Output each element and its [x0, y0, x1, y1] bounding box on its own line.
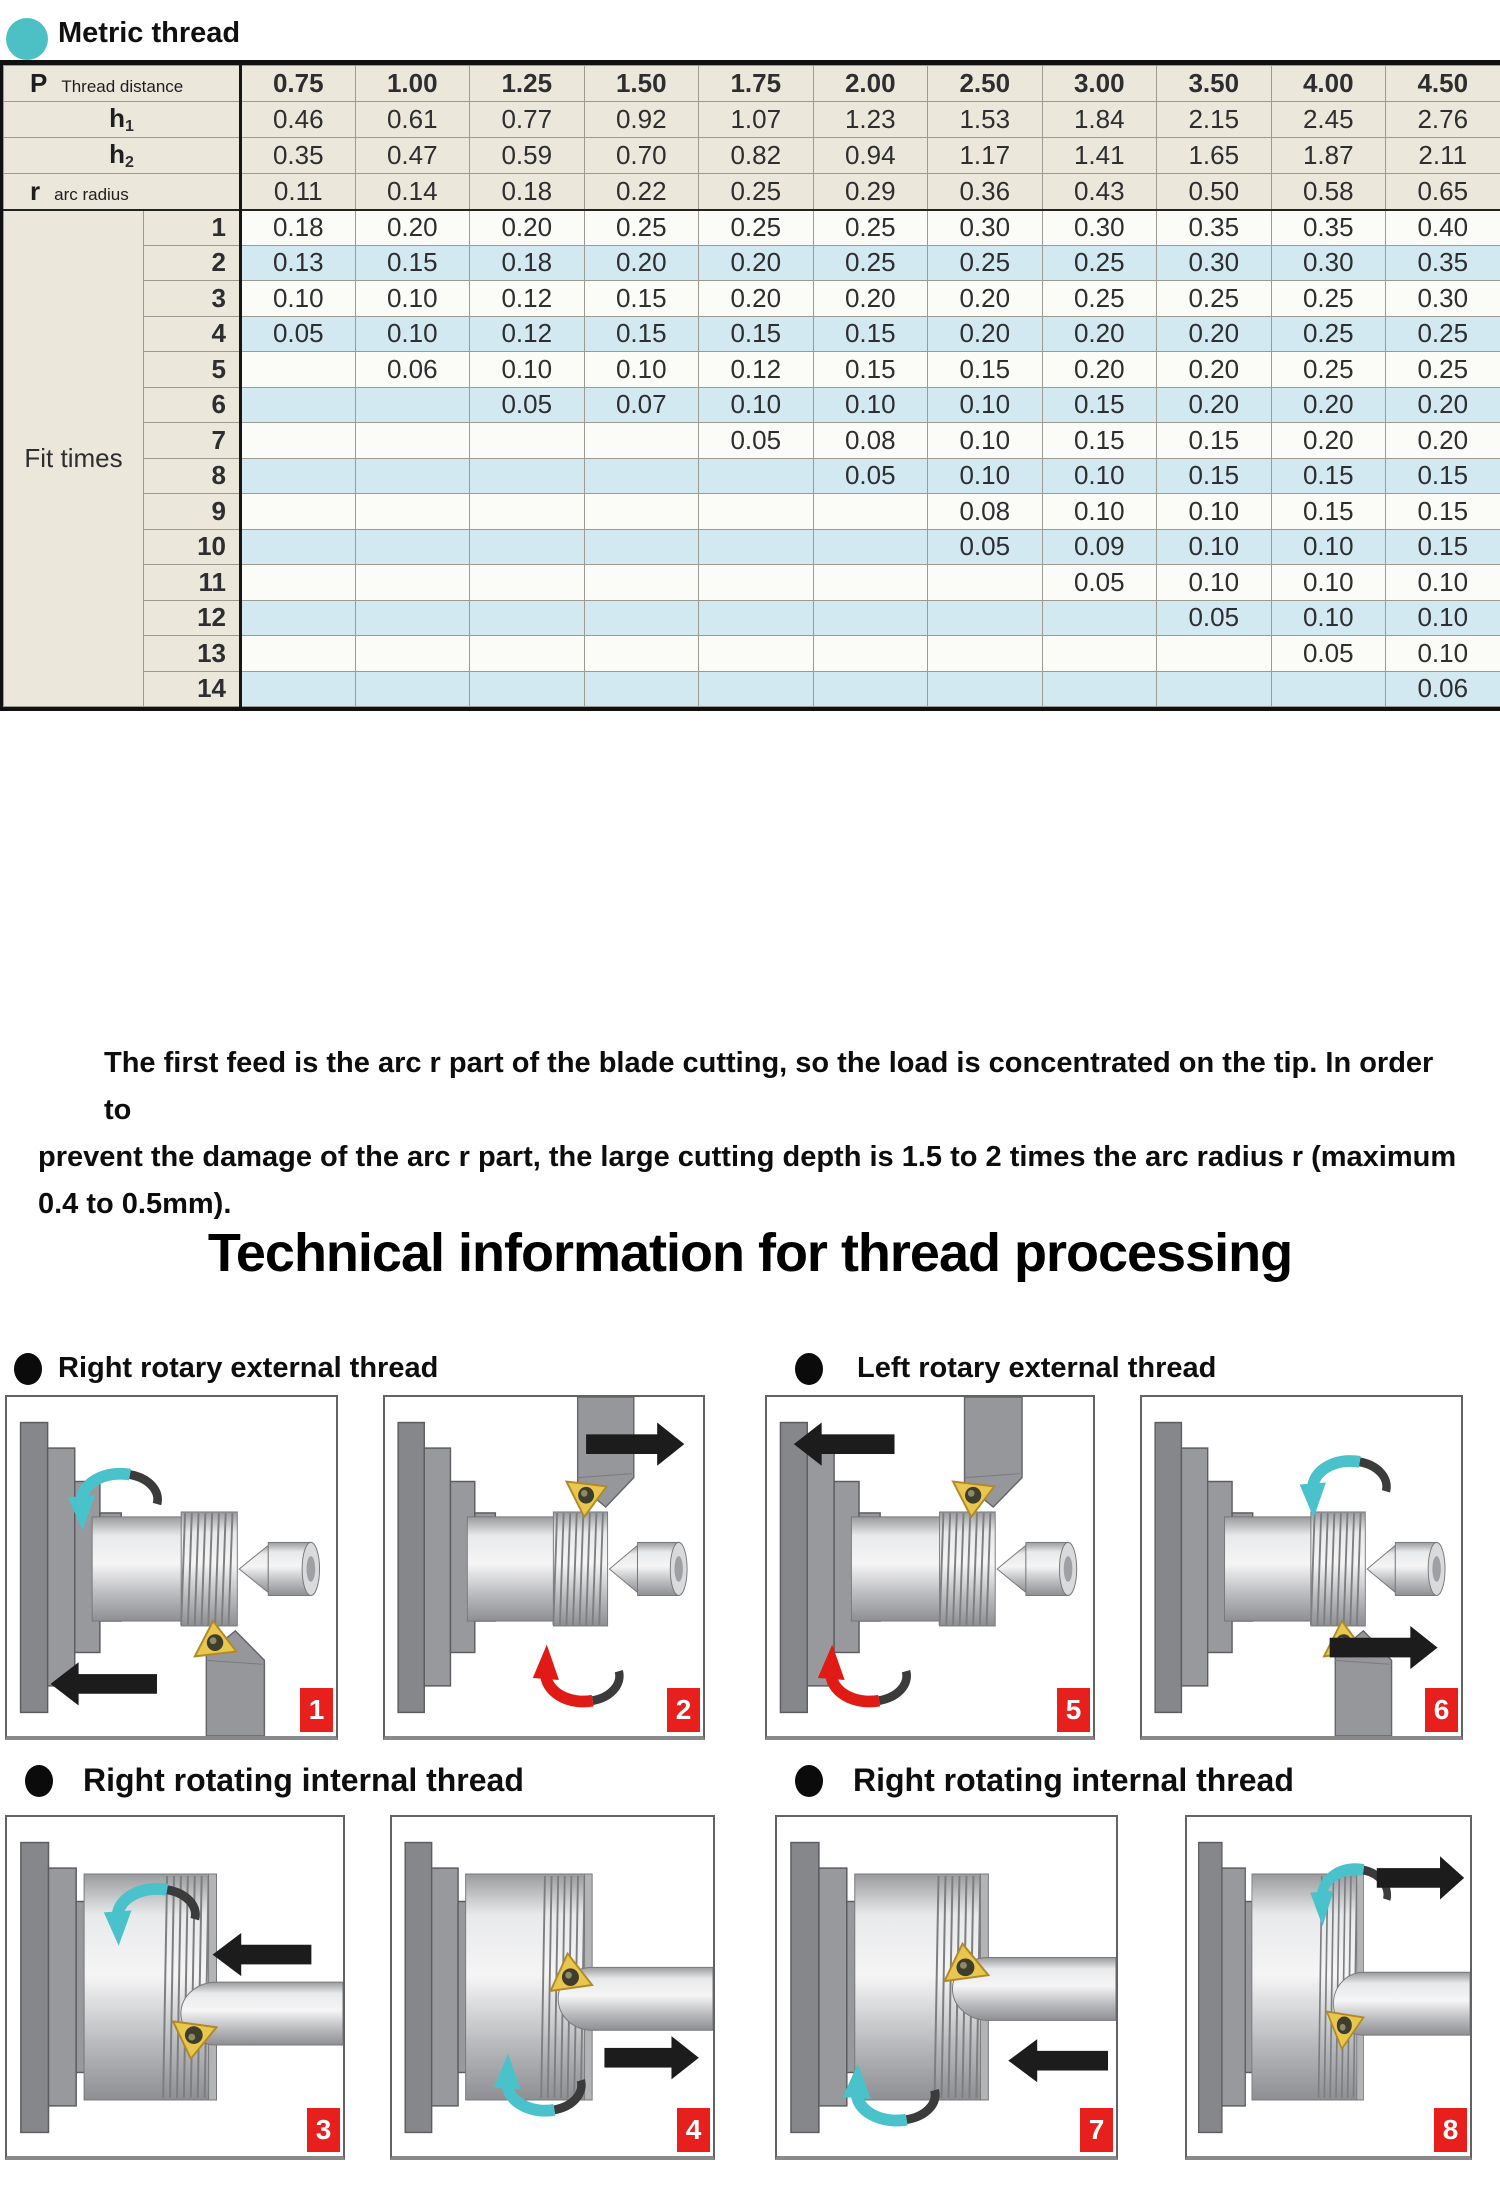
cell	[470, 458, 585, 494]
panel-badge: 3	[307, 2108, 340, 2152]
cell	[355, 494, 470, 530]
cell: 0.10	[1042, 458, 1157, 494]
cell: 0.77	[470, 102, 585, 138]
cell: 1.53	[928, 102, 1043, 138]
cell: 0.25	[928, 245, 1043, 281]
lathe-diagram	[767, 1397, 1093, 1736]
feed-arrow-icon	[213, 1933, 312, 1976]
cell: 0.15	[1386, 529, 1500, 565]
cell: 0.05	[699, 423, 814, 459]
cell: 0.20	[1386, 423, 1500, 459]
table-row	[4, 423, 1500, 459]
cell	[584, 458, 699, 494]
cell: 0.06	[355, 352, 470, 388]
cell: 0.25	[813, 245, 928, 281]
cell: 0.43	[1042, 174, 1157, 210]
cell: 0.08	[813, 423, 928, 459]
workpiece-shape	[851, 1512, 1076, 1626]
panel-badge: 7	[1080, 2108, 1113, 2152]
cell	[584, 636, 699, 672]
workpiece-shape	[92, 1512, 319, 1626]
table-row	[4, 102, 1500, 138]
cell: 0.15	[1157, 458, 1272, 494]
cell: 0.25	[1386, 316, 1500, 352]
cell: 0.15	[1386, 494, 1500, 530]
section-header-right-rotary-external	[14, 1352, 438, 1385]
cell: 2.50	[928, 66, 1043, 102]
table-row	[4, 671, 1500, 707]
fit-row-number: 10	[144, 529, 241, 565]
bullet-icon	[14, 1353, 42, 1385]
cell: 4.00	[1271, 66, 1386, 102]
cell: 0.10	[1157, 494, 1272, 530]
cell: 0.05	[1042, 565, 1157, 601]
cell: 0.10	[1386, 636, 1500, 672]
cell: 0.10	[355, 281, 470, 317]
cell: 0.70	[584, 138, 699, 174]
cell: 0.20	[699, 281, 814, 317]
row-label: h2	[4, 138, 241, 174]
cell	[1042, 636, 1157, 672]
cell: 0.13	[241, 245, 356, 281]
cell: 1.65	[1157, 138, 1272, 174]
fit-row-number: 2	[144, 245, 241, 281]
cell	[1157, 636, 1272, 672]
cell: 0.18	[241, 210, 356, 246]
cell: 0.35	[1386, 245, 1500, 281]
panel-badge: 1	[300, 1688, 333, 1732]
diagram-panel-8	[1185, 1815, 1472, 2160]
cell: 0.20	[1157, 316, 1272, 352]
cell	[584, 423, 699, 459]
table-row	[4, 174, 1500, 210]
cell: 0.15	[699, 316, 814, 352]
cell: 0.65	[1386, 174, 1500, 210]
cell	[355, 387, 470, 423]
cell	[470, 529, 585, 565]
feed-arrow-icon	[604, 2036, 698, 2079]
table-row	[4, 245, 1500, 281]
cell: 0.20	[355, 210, 470, 246]
cell: 0.10	[1157, 529, 1272, 565]
cell: 0.82	[699, 138, 814, 174]
cell: 0.20	[1157, 352, 1272, 388]
table-row	[4, 316, 1500, 352]
cell	[813, 600, 928, 636]
cell: 0.15	[1271, 458, 1386, 494]
cell: 1.87	[1271, 138, 1386, 174]
cell: 0.14	[355, 174, 470, 210]
table-row	[4, 458, 1500, 494]
cell	[241, 636, 356, 672]
cell	[699, 636, 814, 672]
cell: 0.46	[241, 102, 356, 138]
lathe-diagram	[392, 1817, 713, 2156]
note-line: The first feed is the arc r part of the blade cutting, so the load is concentrated on the tip. In order to	[104, 1047, 1434, 1126]
cell: 0.35	[1157, 210, 1272, 246]
cell: 0.20	[928, 316, 1043, 352]
row-label: P Thread distance	[4, 66, 241, 102]
diagram-panel-2	[383, 1395, 705, 1740]
cell	[470, 565, 585, 601]
cell	[928, 671, 1043, 707]
cell: 2.00	[813, 66, 928, 102]
cell	[470, 423, 585, 459]
cell	[470, 494, 585, 530]
cell: 0.29	[813, 174, 928, 210]
cell: 1.41	[1042, 138, 1157, 174]
fit-row-number: 7	[144, 423, 241, 459]
cell: 1.07	[699, 102, 814, 138]
cell: 0.08	[928, 494, 1043, 530]
cell	[699, 458, 814, 494]
cell	[928, 565, 1043, 601]
panel-badge: 5	[1057, 1688, 1090, 1732]
cell	[241, 529, 356, 565]
cell: 0.20	[1157, 387, 1272, 423]
panel-badge: 2	[667, 1688, 700, 1732]
workpiece-shape	[1225, 1512, 1445, 1626]
cell: 0.15	[813, 352, 928, 388]
cell: 0.25	[584, 210, 699, 246]
cell: 0.58	[1271, 174, 1386, 210]
cell: 1.84	[1042, 102, 1157, 138]
lathe-diagram	[1187, 1817, 1470, 2156]
rotation-arrow-icon	[818, 1645, 907, 1702]
cell: 0.61	[355, 102, 470, 138]
cell: 0.20	[584, 245, 699, 281]
cell: 2.15	[1157, 102, 1272, 138]
cell: 2.76	[1386, 102, 1500, 138]
cell: 0.05	[928, 529, 1043, 565]
cell: 0.10	[1386, 565, 1500, 601]
cell	[928, 636, 1043, 672]
fit-times-label: Fit times	[4, 210, 144, 707]
diagram-panel-3	[5, 1815, 345, 2160]
cell	[1157, 671, 1272, 707]
cell	[584, 600, 699, 636]
feed-arrow-icon	[1008, 2039, 1108, 2082]
cell: 0.20	[1271, 423, 1386, 459]
page-title: Technical information for thread processing	[207, 1223, 1293, 1283]
cell: 0.05	[1157, 600, 1272, 636]
cell: 0.09	[1042, 529, 1157, 565]
section-header-right-internal-1	[25, 1762, 524, 1799]
table-row	[4, 281, 1500, 317]
cell: 0.10	[470, 352, 585, 388]
cell	[813, 636, 928, 672]
fit-row-number: 12	[144, 600, 241, 636]
table-row	[4, 565, 1500, 601]
cell: 0.10	[241, 281, 356, 317]
table-row	[4, 529, 1500, 565]
cell: 0.25	[1271, 316, 1386, 352]
lathe-diagram	[1142, 1397, 1461, 1736]
diagram-panel-4	[390, 1815, 715, 2160]
section-label: Right rotary external thread	[58, 1352, 439, 1384]
cell: 0.94	[813, 138, 928, 174]
cell: 0.10	[1271, 529, 1386, 565]
fit-row-number: 14	[144, 671, 241, 707]
cell: 0.12	[470, 281, 585, 317]
section-label: Right rotating internal thread	[853, 1762, 1294, 1798]
note-line: 0.4 to 0.5mm).	[38, 1188, 232, 1220]
cell: 0.30	[928, 210, 1043, 246]
cell: 0.92	[584, 102, 699, 138]
cell: 0.36	[928, 174, 1043, 210]
cell	[241, 600, 356, 636]
cell: 0.10	[928, 387, 1043, 423]
cell: 0.05	[241, 316, 356, 352]
table-row	[4, 352, 1500, 388]
cell: 2.45	[1271, 102, 1386, 138]
cell: 0.25	[1271, 352, 1386, 388]
cell	[241, 494, 356, 530]
cell: 0.15	[584, 281, 699, 317]
cell: 0.15	[1042, 423, 1157, 459]
note-line: prevent the damage of the arc r part, the large cutting depth is 1.5 to 2 times the arc radius r (maximum	[38, 1141, 1457, 1173]
cell	[699, 529, 814, 565]
cell: 0.06	[1386, 671, 1500, 707]
diagram-panel-1	[5, 1395, 338, 1740]
cell: 0.10	[1157, 565, 1272, 601]
cell: 0.25	[699, 210, 814, 246]
cell: 0.47	[355, 138, 470, 174]
cell	[470, 636, 585, 672]
row-label: r arc radius	[4, 174, 241, 210]
cell	[584, 671, 699, 707]
cell: 0.15	[1386, 458, 1500, 494]
cell: 0.25	[1042, 245, 1157, 281]
cell: 0.20	[928, 281, 1043, 317]
section-header-right-internal-2	[795, 1762, 1294, 1799]
cell	[584, 529, 699, 565]
cell	[928, 600, 1043, 636]
metric-thread-table	[0, 60, 1500, 711]
fit-row-number: 1	[144, 210, 241, 246]
section-label: Right rotating internal thread	[83, 1762, 524, 1798]
section-label: Left rotary external thread	[857, 1352, 1217, 1384]
cell: 0.10	[928, 423, 1043, 459]
cell	[241, 352, 356, 388]
cell	[813, 565, 928, 601]
cell: 0.20	[813, 281, 928, 317]
cell: 0.15	[1157, 423, 1272, 459]
cell: 0.10	[813, 387, 928, 423]
cell: 0.20	[1271, 387, 1386, 423]
cell: 0.12	[699, 352, 814, 388]
panel-badge: 6	[1425, 1688, 1458, 1732]
metric-thread-heading: Metric thread	[58, 17, 241, 49]
cell	[813, 494, 928, 530]
cell	[355, 671, 470, 707]
table-row	[4, 66, 1500, 102]
bullet-icon	[795, 1765, 823, 1797]
bullet-icon	[795, 1353, 823, 1385]
cell	[241, 458, 356, 494]
cell	[1042, 671, 1157, 707]
lathe-diagram	[7, 1817, 343, 2156]
cell: 0.10	[1042, 494, 1157, 530]
cell: 0.18	[470, 245, 585, 281]
table-row	[4, 636, 1500, 672]
cell: 0.12	[470, 316, 585, 352]
cell	[813, 671, 928, 707]
cell: 0.30	[1157, 245, 1272, 281]
cell: 1.00	[355, 66, 470, 102]
cell	[699, 671, 814, 707]
cell: 0.05	[1271, 636, 1386, 672]
cell: 0.10	[928, 458, 1043, 494]
note-paragraph	[38, 1040, 1466, 1228]
cell: 2.11	[1386, 138, 1500, 174]
row-label: h1	[4, 102, 241, 138]
cell: 1.17	[928, 138, 1043, 174]
panel-badge: 8	[1434, 2108, 1467, 2152]
cell: 0.25	[813, 210, 928, 246]
fit-row-number: 11	[144, 565, 241, 601]
cell: 1.25	[470, 66, 585, 102]
cell: 0.20	[1042, 316, 1157, 352]
bullet-icon	[25, 1765, 53, 1797]
cell: 0.25	[1042, 281, 1157, 317]
cell: 0.20	[470, 210, 585, 246]
cell: 1.23	[813, 102, 928, 138]
cell: 0.30	[1042, 210, 1157, 246]
cell	[699, 565, 814, 601]
cell: 0.15	[928, 352, 1043, 388]
cell	[470, 671, 585, 707]
cell: 0.25	[1271, 281, 1386, 317]
cell	[584, 565, 699, 601]
cell: 0.59	[470, 138, 585, 174]
cell: 0.30	[1271, 245, 1386, 281]
lathe-diagram	[777, 1817, 1116, 2156]
cell: 0.10	[1271, 565, 1386, 601]
cell: 0.05	[470, 387, 585, 423]
lathe-diagram	[385, 1397, 703, 1736]
cell	[355, 565, 470, 601]
section-header-left-rotary-external	[795, 1352, 1216, 1385]
cell: 1.50	[584, 66, 699, 102]
teal-bullet-icon	[6, 18, 48, 60]
table-row	[4, 138, 1500, 174]
lathe-diagram	[7, 1397, 336, 1736]
diagram-panel-5	[765, 1395, 1095, 1740]
cell	[699, 600, 814, 636]
cell: 1.75	[699, 66, 814, 102]
fit-row-number: 3	[144, 281, 241, 317]
cell: 0.20	[1042, 352, 1157, 388]
table-row	[4, 210, 1500, 246]
cell: 0.15	[584, 316, 699, 352]
table-row	[4, 494, 1500, 530]
cell	[355, 529, 470, 565]
cell	[241, 671, 356, 707]
cell	[699, 494, 814, 530]
fit-row-number: 6	[144, 387, 241, 423]
cell	[1271, 671, 1386, 707]
cell: 0.15	[1042, 387, 1157, 423]
rotation-arrow-icon	[533, 1645, 620, 1702]
diagram-panel-7	[775, 1815, 1118, 2160]
cell: 0.10	[355, 316, 470, 352]
cell: 0.10	[584, 352, 699, 388]
cell: 0.15	[355, 245, 470, 281]
cell	[813, 529, 928, 565]
cell: 0.15	[813, 316, 928, 352]
cell: 0.10	[1271, 600, 1386, 636]
cell: 0.20	[1386, 387, 1500, 423]
cell: 0.25	[1157, 281, 1272, 317]
cell	[355, 423, 470, 459]
cell: 0.07	[584, 387, 699, 423]
diagram-panel-6	[1140, 1395, 1463, 1740]
cell	[1042, 600, 1157, 636]
cell: 0.10	[1386, 600, 1500, 636]
cell	[584, 494, 699, 530]
cell: 0.25	[699, 174, 814, 210]
cell: 0.50	[1157, 174, 1272, 210]
workpiece-shape	[467, 1512, 687, 1626]
cell: 4.50	[1386, 66, 1500, 102]
table-row	[4, 600, 1500, 636]
cell: 0.35	[1271, 210, 1386, 246]
panel-badge: 4	[677, 2108, 710, 2152]
cell: 0.18	[470, 174, 585, 210]
cell: 0.25	[1386, 352, 1500, 388]
fit-row-number: 5	[144, 352, 241, 388]
fit-row-number: 9	[144, 494, 241, 530]
fit-row-number: 13	[144, 636, 241, 672]
fit-row-number: 4	[144, 316, 241, 352]
cell: 0.10	[699, 387, 814, 423]
cell	[241, 565, 356, 601]
cell: 0.20	[699, 245, 814, 281]
cell: 0.11	[241, 174, 356, 210]
cell	[355, 636, 470, 672]
cell	[241, 423, 356, 459]
cell: 0.75	[241, 66, 356, 102]
cell: 0.30	[1386, 281, 1500, 317]
fit-row-number: 8	[144, 458, 241, 494]
cell	[241, 387, 356, 423]
cell: 0.22	[584, 174, 699, 210]
cell: 0.40	[1386, 210, 1500, 246]
cell: 3.00	[1042, 66, 1157, 102]
cell: 0.35	[241, 138, 356, 174]
cell	[355, 458, 470, 494]
cell: 3.50	[1157, 66, 1272, 102]
cell: 0.15	[1271, 494, 1386, 530]
rotation-arrow-icon	[1300, 1461, 1387, 1518]
cell	[355, 600, 470, 636]
cell: 0.05	[813, 458, 928, 494]
cell	[470, 600, 585, 636]
table-row	[4, 387, 1500, 423]
